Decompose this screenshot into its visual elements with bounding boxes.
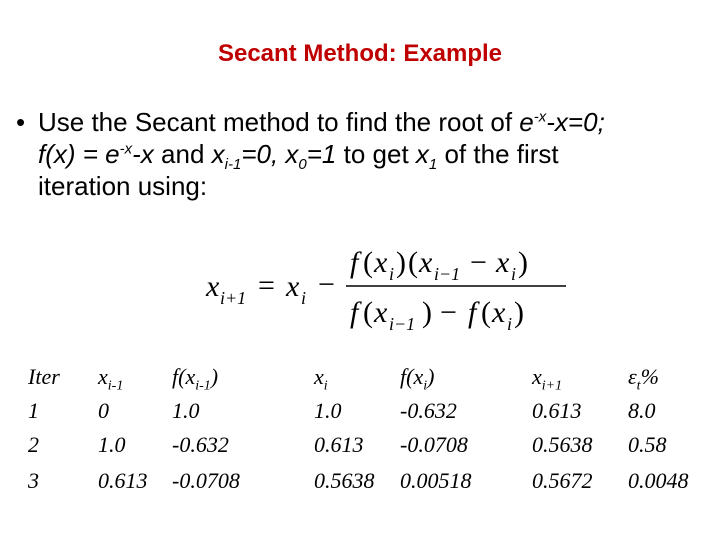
equation-tail: -x=0;	[546, 107, 605, 137]
line3-text: iteration using:	[38, 171, 208, 201]
xprev-base: x	[211, 139, 225, 169]
x1-base: x	[415, 139, 429, 169]
to-get-text: to get	[336, 139, 416, 169]
den-open1: (	[363, 296, 373, 329]
header-iter: Iter	[28, 364, 60, 389]
table-cell: 1.0	[172, 398, 200, 423]
header-x-next	[532, 362, 562, 392]
table-cell: 8.0	[628, 398, 656, 423]
num-x3: x	[496, 246, 510, 279]
den-x2: x	[492, 296, 506, 329]
formula-x: x	[286, 270, 300, 303]
table-cell: 0.613	[314, 432, 364, 457]
table-cell: 0.5638	[532, 432, 593, 457]
formula-equals: =	[258, 269, 275, 302]
bullet-point	[16, 106, 706, 202]
header-error-end: %	[640, 364, 659, 389]
table-cell: 3	[28, 468, 39, 493]
table-cell: 0.0048	[628, 468, 689, 493]
and-text: and	[153, 139, 212, 169]
den-close1: )	[422, 296, 432, 329]
num-f1: f	[350, 246, 359, 279]
formula-minus: −	[318, 268, 335, 301]
x0-value: =1	[306, 139, 337, 169]
formula-lhs-sub: i+1	[220, 288, 247, 308]
bullet-prefix: Use the Secant method to find the root of	[38, 107, 520, 137]
header-error-sub: t	[636, 378, 641, 394]
header-f-i-sub: i	[423, 378, 428, 394]
header-f-i-lead: f(x	[400, 364, 424, 389]
header-f-prev-end: )	[210, 364, 219, 389]
x0-base: x	[285, 139, 299, 169]
table-cell: -0.632	[400, 398, 457, 423]
num-x3-sub: i	[511, 264, 517, 284]
num-close1: )	[396, 246, 406, 279]
table-cell: 0	[98, 398, 109, 423]
equation-exponent: -x	[533, 108, 547, 126]
formula-x-sub: i	[301, 288, 307, 308]
secant-formula	[200, 238, 570, 338]
line-end-text: of the first	[437, 139, 559, 169]
header-x-i	[314, 362, 328, 392]
header-f-i	[400, 362, 434, 392]
num-minus: −	[470, 246, 487, 279]
den-close2: )	[514, 296, 524, 329]
den-f2: f	[468, 296, 477, 329]
table-cell: 2	[28, 432, 39, 457]
formula-lhs: x	[206, 270, 220, 303]
den-x1-sub: i−1	[389, 314, 416, 334]
table-cell: -0.632	[172, 432, 229, 457]
bullet-text	[38, 106, 706, 202]
table-cell: -0.0708	[172, 468, 240, 493]
xprev-value: =0,	[241, 139, 286, 169]
header-x-next-sub: i+1	[541, 378, 563, 394]
header-x-next-base: x	[532, 364, 542, 389]
den-open2: (	[481, 296, 491, 329]
table-cell: 0.58	[628, 432, 667, 457]
header-f-prev-sub: i-1	[195, 378, 211, 394]
table-cell: 1.0	[314, 398, 342, 423]
header-error	[628, 362, 659, 392]
table-cell: 0.613	[532, 398, 582, 423]
table-cell: 1.0	[98, 432, 126, 457]
function-tail: -x	[132, 139, 154, 169]
den-minus: −	[440, 296, 457, 329]
x0-sub: 0	[298, 156, 307, 174]
num-x1: x	[374, 246, 388, 279]
num-x2-sub: i−1	[434, 264, 461, 284]
table-cell: 1	[28, 398, 39, 423]
function-exponent: -x	[119, 140, 133, 158]
function-lead: f(x) = e	[38, 139, 120, 169]
equation-base: e	[519, 107, 534, 137]
table-cell: 0.5638	[314, 468, 375, 493]
den-f1: f	[350, 296, 359, 329]
header-x-i-sub: i	[323, 378, 328, 394]
header-x-prev-sub: i-1	[107, 378, 124, 394]
bullet-dot: •	[16, 107, 26, 137]
num-x1-sub: i	[389, 264, 395, 284]
den-x1: x	[374, 296, 388, 329]
xprev-sub: i-1	[224, 156, 242, 174]
num-x2: x	[419, 246, 433, 279]
header-x-i-base: x	[314, 364, 324, 389]
den-x2-sub: i	[507, 314, 513, 334]
table-cell: -0.0708	[400, 432, 468, 457]
table-cell: 0.00518	[400, 468, 472, 493]
table-cell: 0.5672	[532, 468, 593, 493]
slide-title: Secant Method: Example	[217, 40, 503, 67]
num-open1: (	[363, 246, 373, 279]
header-x-prev-base: x	[98, 364, 108, 389]
num-open2: (	[408, 246, 418, 279]
table-cell: 0.613	[98, 468, 148, 493]
header-f-i-end: )	[427, 364, 435, 389]
num-close2: )	[518, 246, 528, 279]
x1-sub: 1	[428, 156, 438, 174]
header-f-prev	[172, 362, 218, 392]
header-f-prev-lead: f(x	[172, 364, 196, 389]
header-error-symbol: ε	[628, 364, 637, 389]
header-x-prev	[98, 362, 123, 392]
